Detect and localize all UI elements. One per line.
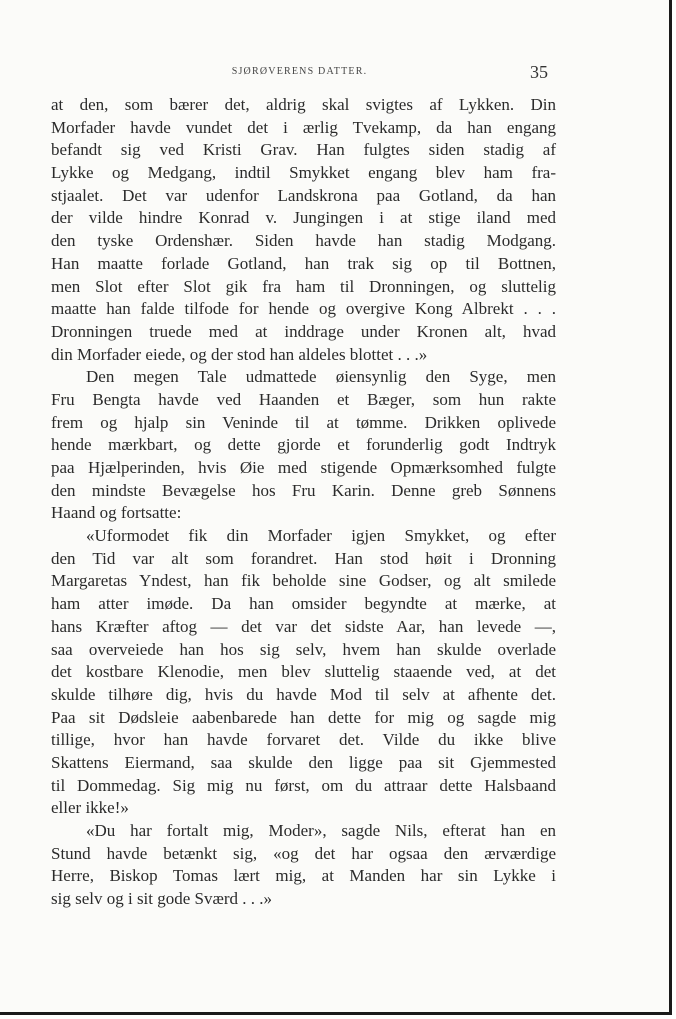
text-line: den mindste Bevægelse hos Fru Karin. Denne greb Sønnens (51, 480, 556, 500)
text-line: men Slot efter Slot gik fra ham til Dronningen, og sluttelig (51, 276, 556, 296)
text-line: Margaretas Yndest, han fik beholde sine Godser, og alt smilede (51, 571, 556, 591)
text-line: Haand og fortsatte: (51, 503, 182, 523)
text-line: sig selv og i sit gode Sværd . . .» (51, 889, 273, 909)
text-line: der vilde hindre Konrad v. Jungingen i at stige iland med (51, 208, 556, 228)
text-line: eller ikke!» (51, 798, 129, 818)
text-line: Han maatte forlade Gotland, han trak sig op til Bottnen, (51, 253, 556, 273)
text-line: maatte han falde tilfode for hende og overgive Kong Albrekt . . . (51, 299, 556, 319)
page-header (51, 62, 548, 82)
text-line: ham atter imøde. Da han omsider begyndte at mærke, at (51, 594, 556, 614)
text-line: befandt sig ved Kristi Grav. Han fulgtes siden stadig af (51, 140, 556, 160)
page-number: 35 (530, 62, 548, 82)
text-line: frem og hjalp sin Veninde til at tømme. Drikken oplivede (51, 412, 556, 432)
text-line: skulde tilhøre dig, hvis du havde Mod til selv at afhente det. (51, 684, 556, 704)
text-line: hende mærkbart, og dette gjorde et forunderlig godt Indtryk (51, 435, 556, 455)
text-line: den Tid var alt som forandret. Han stod høit i Dronning (51, 548, 556, 568)
text-line: Den megen Tale udmattede øiensynlig den Syge, men (86, 367, 556, 387)
running-title: SJØRØVERENS DATTER. (231, 66, 368, 77)
text-line: Stund havde betænkt sig, «og det har ogsaa den ærværdige (51, 843, 556, 863)
text-line: paa Hjælperinden, hvis Øie med stigende Opmærksomhed fulgte (51, 458, 556, 477)
text-line: hans Kræfter aftog — det var det sidste Aar, han levede —, (51, 616, 556, 636)
text-line: Paa sit Dødsleie aabenbarede han dette for mig og sagde mig (51, 707, 556, 727)
text-line: Skattens Eiermand, saa skulde den ligge paa sit Gjemmested (51, 752, 556, 772)
text-line: den tyske Ordenshær. Siden havde han stadig Modgang. (51, 231, 556, 251)
text-line: «Du har fortalt mig, Moder», sagde Nils, efterat han en (86, 821, 556, 840)
text-line: saa overveiede han hos sig selv, hvem han skulde overlade (51, 639, 556, 659)
text-line: Fru Bengta havde ved Haanden et Bæger, som hun rakte (51, 389, 556, 409)
text-line: Herre, Biskop Tomas lært mig, at Manden har sin Lykke i (51, 866, 556, 886)
body-text (51, 94, 556, 911)
text-line: Lykke og Medgang, indtil Smykket engang blev ham fra- (51, 163, 556, 183)
text-line: det kostbare Klenodie, men blev sluttelig staaende ved, at det (51, 662, 556, 682)
text-line: at den, som bærer det, aldrig skal svigtes af Lykken. Din (51, 95, 556, 114)
text-line: tillige, hvor han havde forvaret det. Vilde du ikke blive (51, 730, 556, 750)
text-line: til Dommedag. Sig mig nu først, om du attraar dette Halsbaand (51, 775, 556, 795)
text-line: Dronningen truede med at inddrage under Kronen alt, hvad (51, 321, 556, 341)
text-line: Morfader havde vundet det i ærlig Tvekamp, da han engang (51, 117, 556, 137)
text-line: stjaalet. Det var udenfor Landskrona paa Gotland, da han (51, 185, 556, 205)
text-line: «Uformodet fik din Morfader igjen Smykket, og efter (86, 526, 556, 546)
text-line: din Morfader eiede, og der stod han aldeles blottet . . .» (51, 344, 428, 364)
